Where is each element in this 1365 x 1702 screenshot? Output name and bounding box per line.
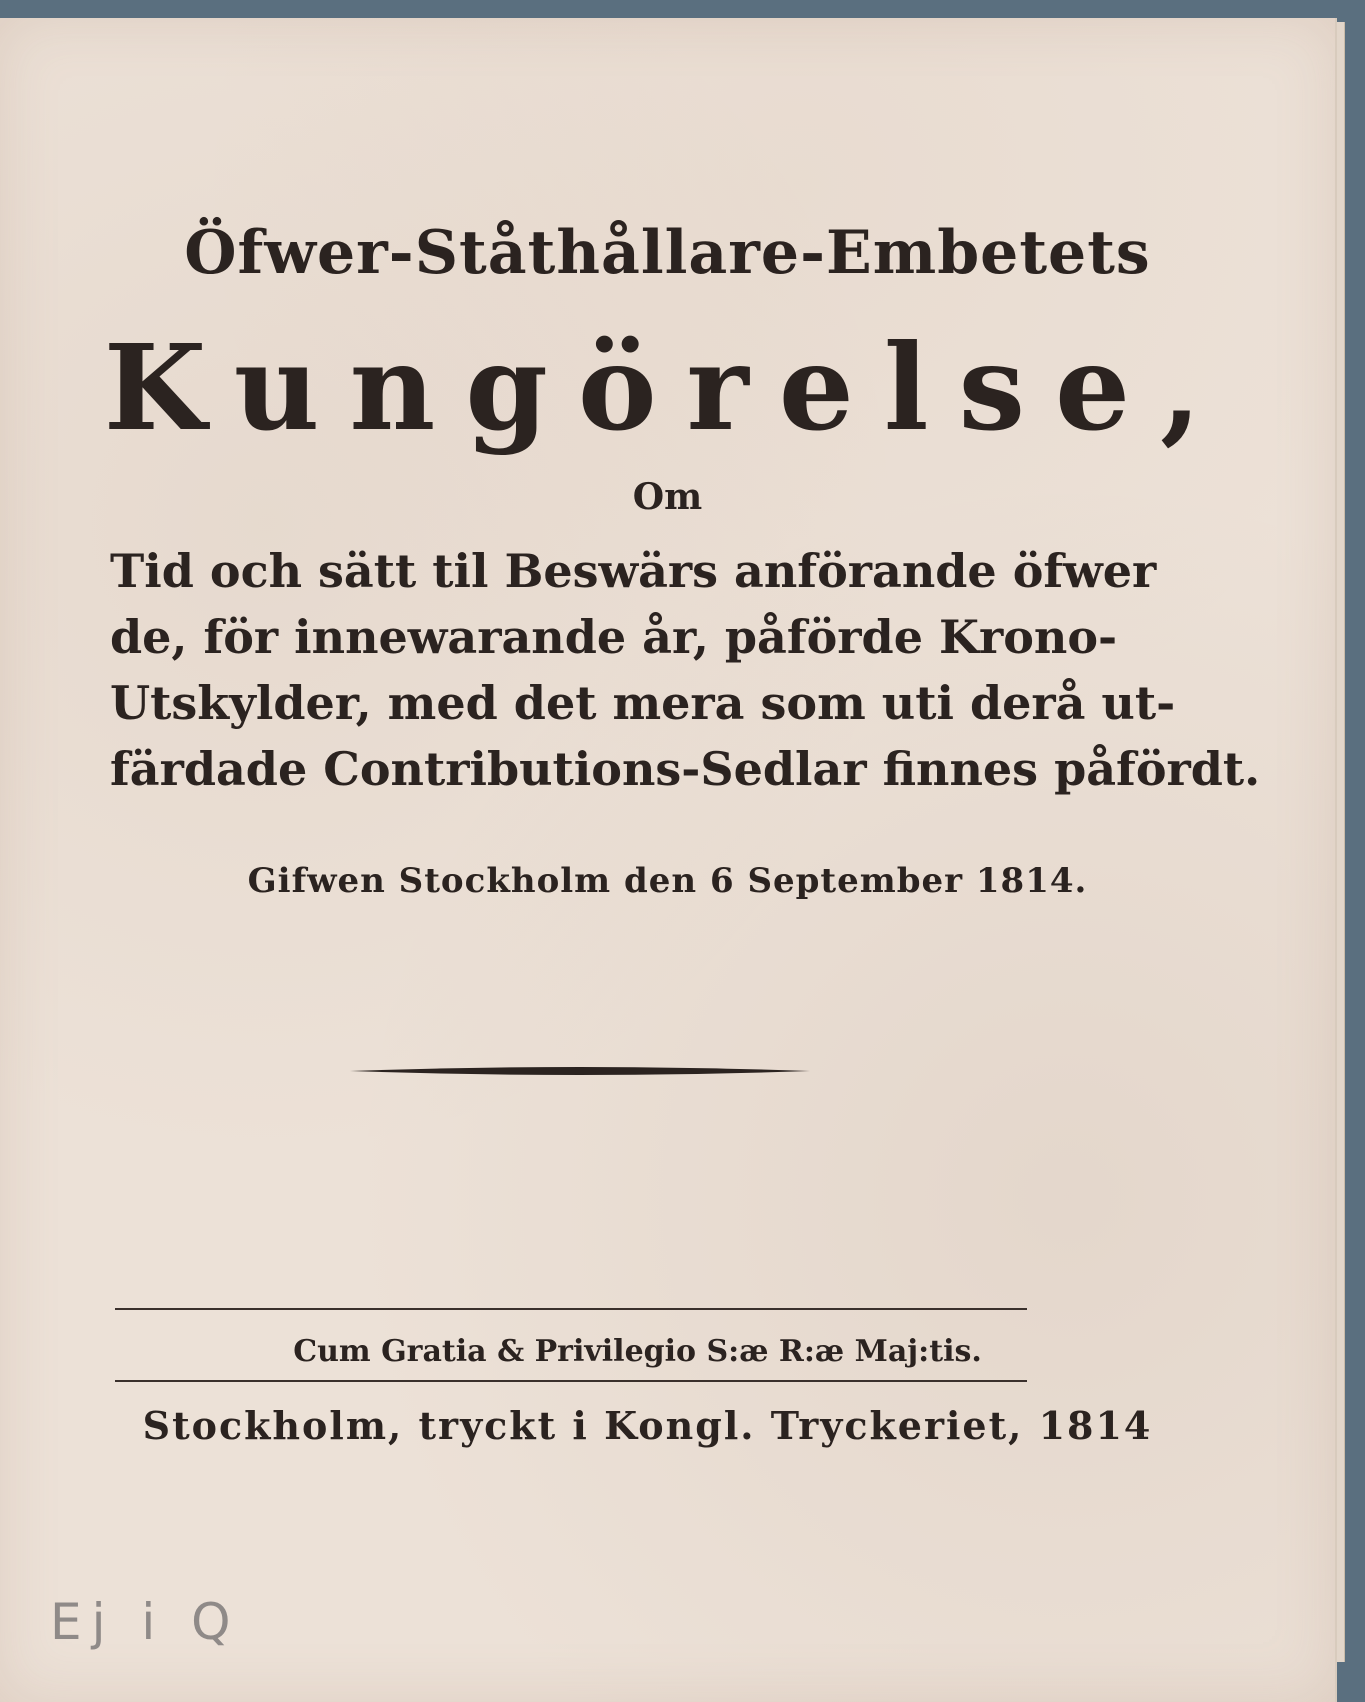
given-date-line: Gifwen Stockholm den 6 September 1814.: [247, 861, 1088, 901]
divider-top: [115, 1308, 1027, 1310]
privilege-line: Cum Gratia & Privilegio S:æ R:æ Maj:tis.: [293, 1334, 982, 1369]
om-label: Om: [632, 476, 703, 518]
subject-paragraph: [110, 538, 1261, 802]
subject-line: de, för innewarande år, påförde Krono-: [110, 610, 1118, 664]
handwritten-note: Ej i Q: [50, 1593, 241, 1651]
divider-bottom: [115, 1380, 1027, 1382]
document-title: Kungörelse,: [103, 318, 1232, 457]
ornamental-rule: [350, 1066, 810, 1076]
document-heading: Öfwer-Ståthållare-Embetets: [184, 218, 1151, 288]
subject-line: Tid och sätt til Beswärs anförande öfwer: [110, 544, 1157, 598]
document-page: [0, 18, 1337, 1702]
subject-line: Utskylder, med det mera som uti derå ut-: [110, 676, 1176, 730]
subject-line: färdade Contributions-Sedlar finnes påfördt.: [110, 742, 1261, 796]
imprint-line: Stockholm, tryckt i Kongl. Tryckeriet, 1814: [142, 1403, 1153, 1448]
